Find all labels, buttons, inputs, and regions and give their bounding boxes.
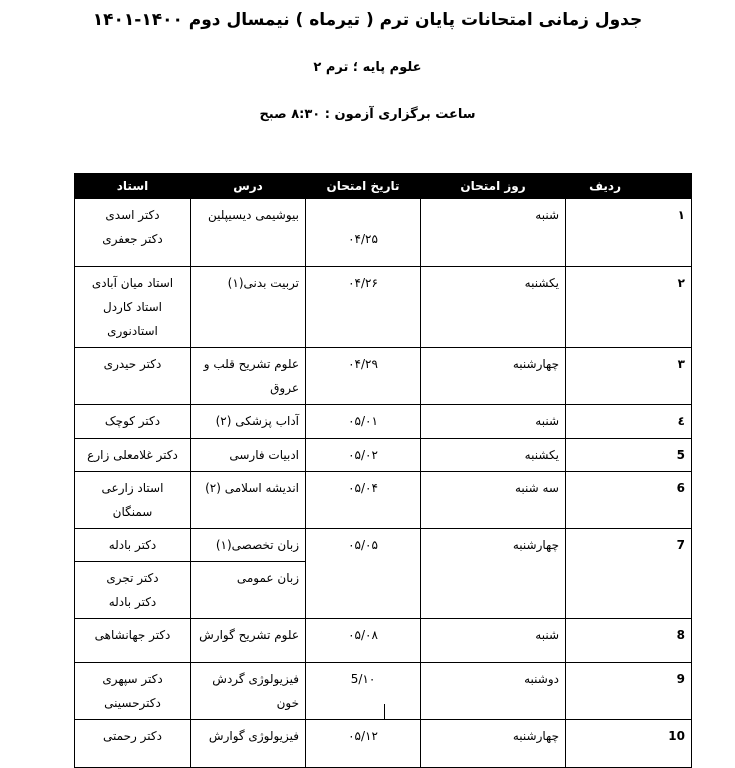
table-row: [75, 663, 692, 720]
exam-day-cell: [421, 472, 566, 529]
exam-date-cell-text: ۰۴/۲۶: [348, 276, 378, 290]
exam-date-cell-text: ۰۵/۰۴: [348, 481, 378, 495]
exam-date-cell: [306, 663, 421, 720]
row-number-cell: [566, 439, 692, 472]
course-cell-line: اندیشه اسلامی (۲): [205, 481, 299, 495]
header-course: درس: [191, 174, 306, 199]
teacher-cell: [75, 619, 191, 663]
header-exam-date: تاریخ امتحان: [306, 174, 421, 199]
teacher-cell-line: دکتر تجری: [106, 571, 159, 585]
table-body: [75, 199, 692, 768]
row-number-cell-text: 9: [676, 672, 685, 686]
header-exam-day: روز امتحان: [421, 174, 566, 199]
exam-date-cell: [306, 619, 421, 663]
teacher-cell-line: دکتر سپهری: [102, 672, 163, 686]
exam-day-cell-text: چهارشنبه: [512, 357, 559, 371]
teacher-cell-line: استادنوری: [107, 324, 158, 338]
row-number-cell-text: 5: [676, 448, 685, 462]
exam-day-cell-text: سه شنبه: [514, 481, 559, 495]
table-row: [75, 348, 692, 405]
course-cell: [191, 619, 306, 663]
course-cell-line: فیزیولوژی گردش: [212, 672, 299, 686]
course-cell-line: ادبیات فارسی: [229, 448, 299, 462]
teacher-cell-line: دکتر اسدی: [105, 208, 160, 222]
header-teacher: استاد: [75, 174, 191, 199]
course-cell: [191, 267, 306, 348]
course-cell-line: زبان عمومی: [236, 571, 299, 585]
exam-day-cell: [421, 663, 566, 720]
teacher-cell-line: دکتر کوچک: [104, 414, 161, 428]
course-cell-line: فیزیولوژی گوارش: [208, 729, 299, 743]
row-number-cell-text: 8: [676, 628, 685, 642]
table-header-row: [75, 174, 692, 199]
exam-date-cell: [306, 720, 421, 768]
row-number-cell: [566, 199, 692, 267]
exam-day-cell: [421, 720, 566, 768]
course-cell-line: عروق: [270, 381, 299, 395]
teacher-cell: [75, 529, 191, 562]
teacher-cell: [75, 472, 191, 529]
table-row: [75, 619, 692, 663]
row-number-cell-text: ٤: [677, 414, 685, 428]
course-cell-line: بیوشیمی دیسیپلین: [208, 208, 299, 222]
teacher-cell-line: دکتر رحمتی: [103, 729, 162, 743]
table-row: [75, 267, 692, 348]
row-number-cell: [566, 720, 692, 768]
exam-time: ساعت برگزاری آزمون : ۸:۳۰ صبح: [259, 107, 476, 122]
teacher-cell: [75, 267, 191, 348]
row-number-cell: [566, 267, 692, 348]
table-row: [75, 405, 692, 439]
teacher-cell: [75, 199, 191, 267]
row-number-cell: [566, 405, 692, 439]
exam-day-cell: [421, 405, 566, 439]
exam-date-cell-text: 5/۱۰: [350, 672, 376, 686]
row-number-cell: [566, 663, 692, 720]
table-row: [75, 472, 692, 529]
exam-date-cell-text: ۰۵/۰۲: [348, 448, 378, 462]
teacher-cell-line: دکتر حیدری: [103, 357, 162, 371]
course-cell: [191, 439, 306, 472]
exam-date-cell-text: ۰۵/۰۱: [348, 414, 378, 428]
course-cell: [191, 348, 306, 405]
teacher-cell-line: دکتر جعفری: [102, 232, 163, 246]
exam-date-cell: [306, 529, 421, 619]
course-cell-line: تربیت بدنی(۱): [227, 276, 299, 290]
teacher-cell-line: استاد زارعی سمنگان: [101, 481, 164, 519]
course-cell-line: زبان تخصصی(۱): [215, 538, 299, 552]
teacher-cell: [75, 663, 191, 720]
teacher-cell: [75, 720, 191, 768]
course-cell: [191, 405, 306, 439]
exam-day-cell-text: دوشنبه: [524, 672, 559, 686]
exam-date-cell: [306, 348, 421, 405]
exam-day-cell: [421, 267, 566, 348]
exam-day-cell-text: شنبه: [535, 414, 559, 428]
course-cell: [191, 663, 306, 720]
exam-day-cell-text: چهارشنبه: [512, 538, 559, 552]
teacher-cell-line: دکتر بادله: [108, 538, 157, 552]
exam-day-cell: [421, 619, 566, 663]
course-cell-line: علوم تشریح گوارش: [199, 628, 299, 642]
row-number-cell-text: ۱: [677, 208, 685, 222]
course-cell: [191, 720, 306, 768]
teacher-cell-line: دکتر جهانشاهی: [94, 628, 171, 642]
course-cell-line: آداب پزشکی (۲): [215, 414, 299, 428]
row-number-cell: [566, 348, 692, 405]
exam-schedule-table: [74, 173, 692, 768]
exam-day-cell-text: شنبه: [535, 208, 559, 222]
row-number-cell-text: ۳: [677, 357, 685, 371]
table-row: [75, 529, 692, 562]
exam-day-cell: [421, 199, 566, 267]
row-number-cell: [566, 529, 692, 619]
row-number-cell-text: 10: [668, 729, 685, 743]
teacher-cell: [75, 439, 191, 472]
table-row: [75, 439, 692, 472]
teacher-cell-line: دکترحسینی: [104, 696, 161, 710]
table-row: [75, 199, 692, 267]
exam-date-cell-text: ۰۵/۰۸: [348, 628, 378, 642]
row-number-cell: [566, 619, 692, 663]
row-number-cell-text: ۲: [677, 276, 685, 290]
exam-date-cell-text: ۰۴/۲۵: [348, 232, 378, 246]
exam-date-cell: [306, 199, 421, 267]
course-cell: [191, 529, 306, 562]
course-cell: [191, 472, 306, 529]
exam-date-cell-text: ۰۵/۰۵: [348, 538, 378, 552]
exam-date-cell-text: ۰۴/۲۹: [348, 357, 378, 371]
teacher-cell: [75, 348, 191, 405]
exam-day-cell: [421, 348, 566, 405]
exam-day-cell: [421, 439, 566, 472]
teacher-cell-line: استاد کاردل: [102, 300, 163, 314]
document-title: جدول زمانی امتحانات پایان ترم ( تیرماه ) نیمسال دوم ۱۴۰۰-۱۴۰۱: [92, 10, 643, 30]
row-number-cell-text: 6: [676, 481, 685, 495]
exam-date-cell: [306, 405, 421, 439]
exam-day-cell-text: یکشنبه: [524, 276, 559, 290]
teacher-cell-line: دکتر بادله: [108, 595, 157, 609]
course-cell-line: خون: [276, 696, 299, 710]
teacher-cell-line: دکتر غلامعلی زارع: [87, 448, 178, 462]
course-cell: [191, 199, 306, 267]
teacher-cell: [75, 562, 191, 619]
row-number-cell-text: 7: [676, 538, 685, 552]
document-subtitle: علوم پایه ؛ ترم ۲: [313, 60, 422, 75]
exam-day-cell-text: یکشنبه: [524, 448, 559, 462]
exam-date-cell: [306, 267, 421, 348]
teacher-cell: [75, 405, 191, 439]
exam-date-cell-text: ۰۵/۱۲: [348, 729, 378, 743]
course-cell-line: علوم تشریح قلب و: [203, 357, 299, 371]
exam-day-cell-text: شنبه: [535, 628, 559, 642]
header-row-number: ردیف: [566, 174, 692, 199]
exam-date-cell: [306, 439, 421, 472]
course-cell: [191, 562, 306, 619]
page-marker: [384, 704, 385, 720]
teacher-cell-line: استاد میان آبادی: [91, 276, 174, 290]
exam-day-cell: [421, 529, 566, 619]
exam-date-cell: [306, 472, 421, 529]
table-row: [75, 720, 692, 768]
row-number-cell: [566, 472, 692, 529]
exam-day-cell-text: چهارشنبه: [512, 729, 559, 743]
